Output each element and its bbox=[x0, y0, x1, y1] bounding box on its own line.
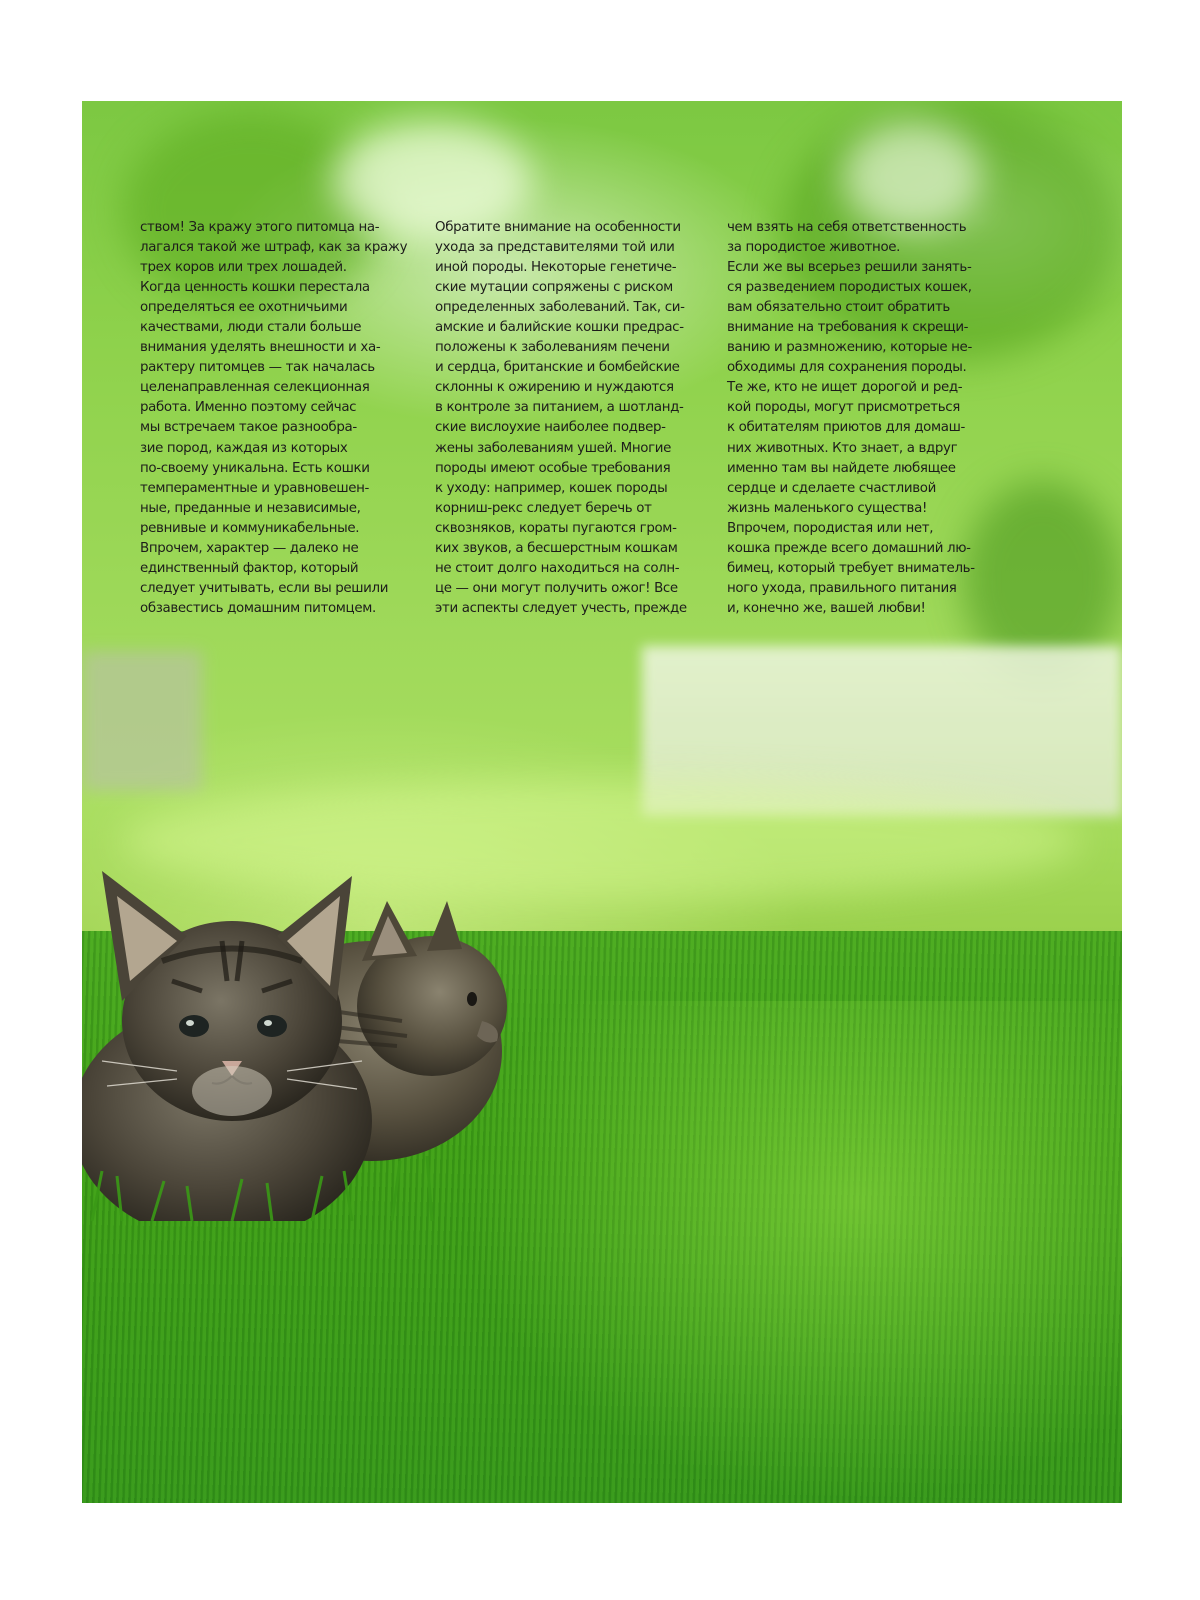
kitten-front bbox=[82, 871, 372, 1221]
article-column-1: ством! За кражу этого питомца на- лагался такой же штраф, как за кражу трех коров или трех лошадей. Когда ценность кошки перестала определяться ее охотничьими качествами, люди стали больше внимания уделять внешности и ха- рактеру питомцев — так началась целенаправленная селекционная работа. Именно поэтому сейчас мы встречаем такое разнообра- зие пород, каждая из которых по-своему уникальна. Есть кошки темпераментные и уравновешен- ные, преданные и независимые, ревнивые и коммуникабельные. Впрочем, характер — далеко не единственный фактор, который следует учитывать, если вы решили обзавестись домашним питомцем. bbox=[140, 220, 408, 616]
magazine-page bbox=[82, 101, 1122, 1503]
kittens-illustration bbox=[82, 841, 602, 1221]
article-column-3: чем взять на себя ответственность за породистое животное. Если же вы всерьез решили занять- ся разведением породистых кошек, вам обязательно стоит обратить внимание на требования к скрещи- ванию и размножению, которые не- обходимы для сохранения породы. Те же, кто не ищет дорогой и ред- кой породы, могут присмотреться к обитателям приютов для домаш- них животных. Кто знает, а вдруг именно там вы найдете любящее сердце и сделаете счастливой жизнь маленького существа! Впрочем, породистая или нет, кошка прежде всего домашний лю- бимец, который требует вниматель- ного ухода, правильного питания и, конечно же, вашей любви! bbox=[727, 220, 975, 616]
article-column-2: Обратите внимание на особенности ухода за представителями той или иной породы. Некоторые генетиче- ские мутации сопряжены с риском определенных заболеваний. Так, си- амские и балийские кошки предрас- положены к заболеваниям печени и сердца, британские и бомбейские склонны к ожирению и нуждаются в контроле за питанием, а шотланд- ские вислоухие наиболее подвер- жены заболеваниям ушей. Многие породы имеют особые требования к уходу: например, кошек породы корниш-рекс следует беречь от сквозняков, кораты пугаются гром- ких звуков, а бесшерстным кошкам не стоит долго находиться на солн- це — они могут получить ожог! Все эти аспекты следует учесть, прежде bbox=[435, 220, 687, 616]
